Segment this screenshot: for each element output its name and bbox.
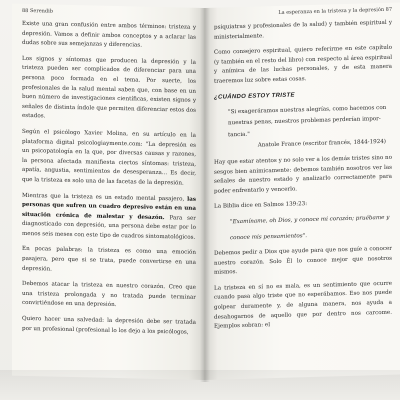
book-spine	[200, 8, 210, 382]
open-book	[12, 8, 400, 388]
left-paragraph-3: Según el psicólogo Xavier Molina, en su artículo en la plataforma digital psicologiaymente.com: "La depresión es un psicopatología en la que, por diversas causas y razones, la persona afectada manifiesta ciertos síntomas: tristeza, apatía, angustia, sentimientos de desesperanza... Es decir, que la tristeza es solo una de las facetas de la depresión.	[22, 128, 196, 187]
right-running-head: La esperanza en la tristeza y la depresión 87	[278, 6, 392, 16]
left-paragraph-4-start: Mientras que la tristeza es un estado mental pasajero,	[22, 192, 188, 203]
quote-line-3: tancia."	[228, 131, 250, 139]
left-paragraph-6: Debemos atacar la tristeza en nuestro corazón. Creo que una tristeza prolongada y no tratada puede terminar convirtiéndose en una depresión.	[22, 281, 196, 309]
right-paragraph-1: psiquiatras y profesionales de la salud) y también espiritual y ministerialmente.	[214, 19, 392, 41]
left-paragraph-7: Quiero hacer una salvedad: la depresión debe ser tratada por un profesional (profesional lo los dejo a los psicólogos,	[22, 315, 196, 336]
left-page	[12, 4, 204, 380]
quote-attribution: Anatole France (escritor francés, 1844-1924)	[257, 139, 386, 149]
quote-line-1: "Si exageráramos nuestras alegrías, como hacemos con	[228, 104, 387, 115]
quote-line-2: nuestras penas, nuestros problemas perderían impor-	[228, 116, 381, 127]
right-paragraph-6: La tristeza en sí no es mala, es un sentimiento que ocurre cuando pasa algo triste que no esperábamos. Eso nos puede golpear duramente y, de alguna manera, nos ayuda a desahogarnos de aquello que por dentro nos carcome. Ejemplos sobran: el	[214, 280, 392, 330]
right-paragraph-5: Debemos pedir a Dios que ayude para que nos guíe a conocer nuestro corazón. Solo Él lo conoce mejor que nosotros mismos.	[214, 245, 392, 277]
verse-line-2: conoce mis pensamientos".	[230, 232, 307, 241]
right-paragraph-4: La Biblia dice en Salmos 139:23:	[214, 201, 308, 211]
left-paragraph-4-bold: las personas que sufren un cuadro depresivo están en una situación crónica de malestar y desazón.	[22, 196, 196, 221]
left-paragraph-4	[22, 191, 196, 243]
section-title: ¿CUÁNDO ESTOY TRISTE	[214, 92, 295, 101]
right-page	[204, 3, 400, 380]
left-paragraph-5: En pocas palabras: la tristeza es como una emoción pasajera, pero que si se trata, puede convertirse en una depresión.	[22, 246, 196, 273]
right-paragraph-3: Hay que estar atentos y no solo ver a los demás tristes sino no sesgos bien animicamente: debemos también nosotros ver las señales de nuestro estado y analizarlo correctamente para poder enfrentarlo y vencerlo.	[214, 154, 392, 195]
left-paragraph-1: Existe una gran confusión entre ambos términos: tristeza y depresión. Vamos a definir ambos conceptos y a aclarar las dudas sobre sus semejanzas y diferencias.	[22, 20, 196, 49]
right-paragraph-2: Como consejero espiritual, quiero referirme en este capítulo (y también en el resto del libro) con respecto al área espiritual y anímica de las luchas personales, y de esta manera traeremos luz sobre estas cosas.	[214, 44, 392, 85]
book-shadow	[0, 370, 400, 400]
verse-line-1: "Examíname, oh Dios, y conoce mi corazón; pruébame y	[230, 214, 390, 226]
left-running-head: 88 Serendib	[22, 7, 53, 15]
left-paragraph-4-end: Para ser diagnosticado con depresión, una persona debe estar por lo menos seis meses con este tipo de cuadros sintomatológicos.	[22, 214, 196, 241]
left-paragraph-2: Los signos y síntomas que producen la depresión y la tristeza pueden ser complicados de diferenciar para una persona poco formada en el tema. Por suerte, los profesionales de la salud mental saben que, con base en un buen número de investigaciones científicas, existen signos y señales de distinta índole que permiten diferenciar estos dos estados.	[22, 55, 196, 120]
